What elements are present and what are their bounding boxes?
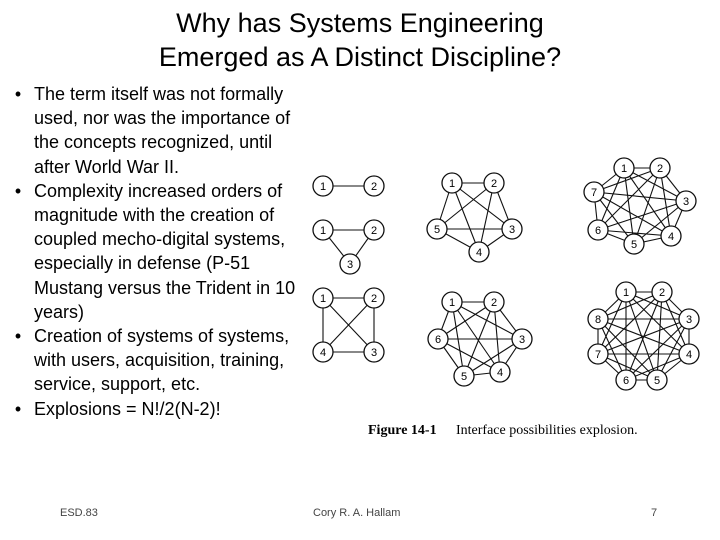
- graph-node-label: 7: [590, 187, 598, 199]
- slide-title: [0, 6, 720, 74]
- graph-node-label: 6: [434, 334, 442, 346]
- graph-node-label: 2: [490, 178, 498, 190]
- graph-node-label: 8: [594, 314, 602, 326]
- graph-n5: [427, 173, 522, 262]
- page-number: 7: [651, 507, 658, 519]
- graph-node-label: 3: [346, 259, 354, 271]
- bullet-item: [8, 324, 298, 397]
- graph-node-label: 2: [370, 181, 378, 193]
- graph-node-label: 5: [460, 371, 468, 383]
- graph-node-label: 7: [594, 349, 602, 361]
- bullet-text: Creation of systems of systems, with users, acquisition, training, service, support, etc.: [34, 326, 290, 395]
- bullet-text: The term itself was not formally used, nor was the importance of the concepts recognized, until after World War II.: [34, 84, 291, 177]
- graph-node-label: 5: [630, 239, 638, 251]
- graph-n3: [313, 220, 384, 274]
- figure-caption-label: Figure 14-1: [368, 423, 437, 438]
- graph-node-label: 2: [370, 293, 378, 305]
- title-line-2: Emerged as A Distinct Discipline?: [158, 42, 562, 72]
- graph-node-label: 1: [448, 297, 456, 309]
- graph-node-label: 2: [370, 225, 378, 237]
- graph-node-label: 4: [685, 349, 693, 361]
- graph-node-label: 4: [319, 347, 327, 359]
- footer-author: Cory R. A. Hallam: [313, 507, 401, 519]
- bullet-text: Complexity increased orders of magnitude with the creation of coupled mecho-digital systems, especially in defense (P-51 Mustang versus the Trident in 10 years): [34, 180, 296, 322]
- graph-node-label: 3: [682, 196, 690, 208]
- graph-node-label: 1: [319, 225, 327, 237]
- graph-node-label: 1: [622, 287, 630, 299]
- graph-node-label: 2: [490, 297, 498, 309]
- figure-caption-text: Interface possibilities explosion.: [456, 423, 638, 438]
- graph-node-label: 6: [594, 225, 602, 237]
- graph-node-label: 1: [620, 163, 628, 175]
- bullet-item: [8, 179, 298, 324]
- graph-node-label: 1: [319, 293, 327, 305]
- graph-n2: [313, 176, 384, 196]
- graph-node-label: 3: [508, 224, 516, 236]
- graph-n6: [428, 292, 532, 386]
- graph-node-label: 3: [370, 347, 378, 359]
- bullet-dot: •: [14, 326, 22, 347]
- graph-node-label: 6: [622, 375, 630, 387]
- footer-course: ESD.83: [60, 507, 98, 519]
- bullet-list: [8, 82, 298, 421]
- bullet-item: [8, 397, 298, 421]
- bullet-dot: •: [14, 180, 22, 201]
- network-diagrams: [296, 146, 720, 446]
- graph-node-label: 3: [518, 334, 526, 346]
- graph-node-label: 2: [656, 163, 664, 175]
- graph-n7: [584, 158, 696, 254]
- graph-node-label: 1: [448, 178, 456, 190]
- graph-node-label: 1: [319, 181, 327, 193]
- graph-node-label: 5: [433, 224, 441, 236]
- graph-node-label: 3: [685, 314, 693, 326]
- graph-node-label: 2: [658, 287, 666, 299]
- graph-n4: [313, 288, 384, 362]
- title-line-1: Why has Systems Engineering: [176, 8, 544, 38]
- bullet-item: [8, 82, 298, 179]
- graph-n8: [588, 282, 699, 390]
- bullet-text: Explosions = N!/2(N-2)!: [34, 398, 221, 419]
- graph-node-label: 4: [667, 231, 675, 243]
- graph-node-label: 4: [475, 247, 483, 259]
- bullet-dot: •: [14, 84, 22, 104]
- interface-explosion-figure: [296, 146, 720, 446]
- graph-node-label: 4: [496, 367, 504, 379]
- graph-node-label: 5: [653, 375, 661, 387]
- bullet-dot: •: [14, 398, 22, 419]
